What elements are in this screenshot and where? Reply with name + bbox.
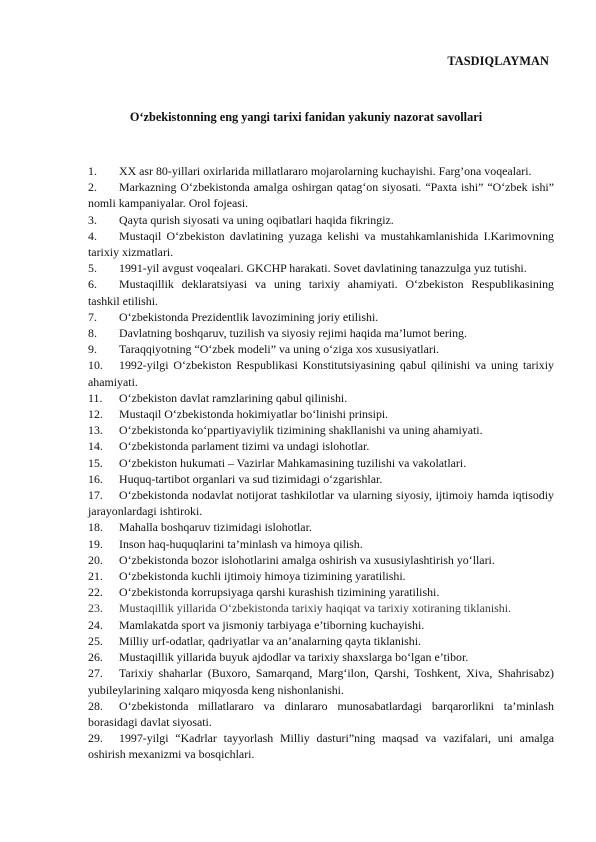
question-text: Inson haq-huquqlarini ta’minlash va himoya qilish. bbox=[119, 536, 363, 551]
question-text: Mustaqil O‘zbekistonda hokimiyatlar bo‘linishi prinsipi. bbox=[119, 407, 389, 422]
question-item bbox=[88, 698, 554, 730]
question-item bbox=[88, 536, 554, 552]
question-number: 4. bbox=[88, 228, 97, 243]
question-item bbox=[88, 665, 554, 697]
question-text: Mustaqillik yillarida buyuk ajdodlar va tarixiy shaxslarga bo‘lgan e’tibor. bbox=[119, 650, 469, 665]
question-text: Mustaqillik yillarida O‘zbekistonda tarixiy haqiqat va tarixiy xotiraning tiklanishi. bbox=[119, 601, 511, 616]
question-item bbox=[88, 471, 554, 487]
question-item bbox=[88, 179, 554, 211]
question-item bbox=[88, 325, 554, 341]
question-item bbox=[88, 341, 554, 357]
question-number: 3. bbox=[88, 212, 97, 227]
question-number: 14. bbox=[88, 439, 103, 454]
question-item bbox=[88, 163, 554, 179]
question-number: 18. bbox=[88, 520, 103, 535]
question-number: 26. bbox=[88, 650, 103, 665]
question-text: Markazning O‘zbekistonda amalga oshirgan qatag‘on siyosati. “Paxta ishi” “O‘zbek ishi” nomli kampaniyalar. Orol fojeasi. bbox=[88, 180, 554, 211]
question-text: Mustaqillik deklaratsiyasi va uning tarixiy ahamiyati. O‘zbekiston Respublikasining tashkil etilishi. bbox=[88, 277, 554, 308]
question-item bbox=[88, 406, 554, 422]
question-text: Tarixiy shaharlar (Buxoro, Samarqand, Marg‘ilon, Qarshi, Toshkent, Xiva, Shahrisabz) yubileylarining xalqaro miqyosda keng nishonlanishi. bbox=[88, 666, 554, 697]
question-item bbox=[88, 633, 554, 649]
question-text: Milliy urf-odatlar, qadriyatlar va an’analarning qayta tiklanishi. bbox=[119, 633, 421, 648]
question-number: 21. bbox=[88, 569, 103, 584]
question-text: XX asr 80-yillari oxirlarida millatlararo mojarolarning kuchayishi. Farg’ona voqealari. bbox=[119, 164, 532, 178]
question-number: 24. bbox=[88, 617, 103, 632]
question-number: 11. bbox=[88, 390, 103, 405]
question-text: O‘zbekistonda ko‘ppartiyaviylik tizimining shakllanishi va uning ahamiyati. bbox=[119, 423, 483, 438]
question-text: O‘zbekistonda millatlararo va dinlararo munosabatlardagi barqarorlikni ta’minlash borasidagi davlat siyosati. bbox=[88, 698, 554, 729]
question-text: O‘zbekistonda kuchli ijtimoiy himoya tizimining yaratilishi. bbox=[119, 569, 406, 584]
question-number: 16. bbox=[88, 471, 103, 486]
question-number: 13. bbox=[88, 423, 103, 438]
question-text: O‘zbekiston davlat ramzlarining qabul qilinishi. bbox=[119, 390, 348, 405]
question-item bbox=[88, 487, 554, 519]
question-number: 8. bbox=[88, 326, 97, 341]
question-item bbox=[88, 649, 554, 665]
question-text: O‘zbekistonda bozor islohotlarini amalga oshirish va xususiylashtirish yo‘llari. bbox=[119, 552, 495, 567]
question-number: 7. bbox=[88, 309, 97, 324]
approval-heading: TASDIQLAYMAN bbox=[447, 54, 549, 68]
question-number: 9. bbox=[88, 342, 97, 357]
question-text: 1991-yil avgust voqealari. GKCHP harakati. Sovet davlatining tanazzulga yuz tutishi. bbox=[119, 261, 527, 276]
question-text: Qayta qurish siyosati va uning oqibatlari haqida fikringiz. bbox=[119, 212, 394, 227]
question-text: Davlatning boshqaruv, tuzilish va siyosiy rejimi haqida ma’lumot bering. bbox=[119, 326, 467, 341]
question-text: Mamlakatda sport va jismoniy tarbiyaga e’tiborning kuchayishi. bbox=[119, 617, 425, 632]
question-item bbox=[88, 730, 554, 762]
question-text: 1992-yilgi O‘zbekiston Respublikasi Konstitutsiyasining qabul qilinishi va uning tarixiy ahamiyati. bbox=[88, 358, 554, 389]
question-number: 12. bbox=[88, 407, 103, 422]
question-text: Huquq-tartibot organlari va sud tizimidagi o‘zgarishlar. bbox=[119, 471, 383, 486]
question-number: 22. bbox=[88, 585, 103, 600]
question-text: O‘zbekiston hukumati – Vazirlar Mahkamasining tuzilishi va vakolatlari. bbox=[119, 455, 467, 470]
question-text: Mustaqil O‘zbekiston davlatining yuzaga kelishi va mustahkamlanishida I.Karimovning tarixiy xizmatlari. bbox=[88, 228, 554, 260]
question-number: 17. bbox=[88, 488, 103, 503]
question-item bbox=[88, 422, 554, 438]
question-text: 1997-yilgi “Kadrlar tayyorlash Milliy dasturi”ning maqsad va vazifalari, uni amalga oshirish mexanizmi va bosqichlari. bbox=[88, 731, 554, 762]
question-item bbox=[88, 455, 554, 471]
question-item bbox=[88, 568, 554, 584]
question-item bbox=[88, 600, 554, 616]
question-item bbox=[88, 260, 554, 276]
question-list bbox=[88, 163, 554, 763]
question-text: Taraqqiyotning “O‘zbek modeli” va uning o‘ziga xos xususiyatlari. bbox=[119, 342, 440, 357]
question-number: 2. bbox=[88, 180, 97, 195]
document-title: O‘zbekistonning eng yangi tarixi fanidan yakuniy nazorat savollari bbox=[129, 110, 483, 124]
question-item bbox=[88, 309, 554, 325]
question-item bbox=[88, 552, 554, 568]
question-number: 25. bbox=[88, 633, 103, 648]
question-number: 27. bbox=[88, 666, 103, 681]
question-item bbox=[88, 390, 554, 406]
question-item bbox=[88, 212, 554, 228]
question-number: 19. bbox=[88, 536, 103, 551]
question-item bbox=[88, 519, 554, 535]
question-text: O‘zbekistonda korrupsiyaga qarshi kurashish tizimining yaratilishi. bbox=[119, 585, 440, 600]
question-number: 28. bbox=[88, 698, 103, 713]
question-item bbox=[88, 357, 554, 389]
question-number: 6. bbox=[88, 277, 97, 292]
question-text: Mahalla boshqaruv tizimidagi islohotlar. bbox=[119, 520, 312, 535]
question-item bbox=[88, 584, 554, 600]
question-number: 29. bbox=[88, 731, 103, 746]
question-number: 23. bbox=[88, 601, 103, 616]
question-number: 1. bbox=[88, 164, 97, 178]
question-item bbox=[88, 276, 554, 308]
question-item bbox=[88, 438, 554, 454]
question-item bbox=[88, 617, 554, 633]
question-number: 20. bbox=[88, 552, 103, 567]
question-number: 15. bbox=[88, 455, 103, 470]
question-number: 5. bbox=[88, 261, 97, 276]
question-text: O‘zbekistonda parlament tizimi va undagi islohotlar. bbox=[119, 439, 370, 454]
question-text: O‘zbekistonda nodavlat notijorat tashkilotlar va ularning siyosiy, ijtimoiy hamda iqtisodiy jarayonlardagi ishtiroki. bbox=[88, 488, 554, 519]
question-number: 10. bbox=[88, 358, 103, 373]
question-item bbox=[88, 228, 554, 260]
question-text: O‘zbekistonda Prezidentlik lavozimining joriy etilishi. bbox=[119, 309, 379, 324]
